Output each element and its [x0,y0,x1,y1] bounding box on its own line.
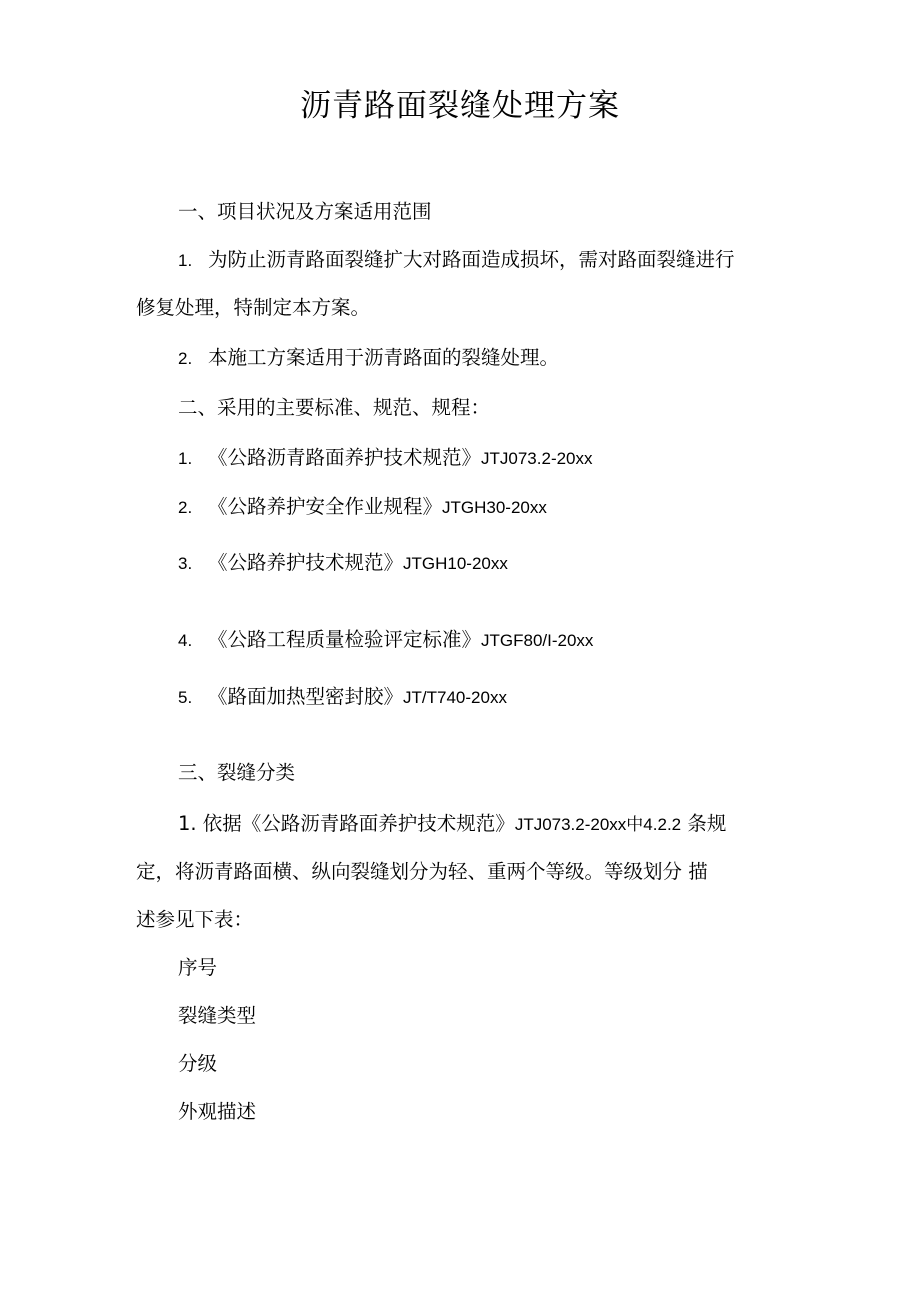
section1-heading: 一、项目状况及方案适用范围 [178,200,432,223]
paragraph-text: 条规 [681,812,727,835]
document-title: 沥青路面裂缝处理方案 [300,88,620,124]
item-text: 本施工方案适用于沥青路面的裂缝处理。 [208,346,560,369]
section2-heading: 二、采用的主要标准、规范、规程： [178,396,491,419]
standard-item [178,493,547,522]
standard-number: 4. [178,631,193,650]
table-header-index: 序号 [178,956,218,979]
section3-paragraph-line1 [178,810,726,839]
standard-item [178,444,593,473]
standard-name: 《公路沥青路面养护技术规范》 [208,446,482,469]
standard-number: 2. [178,498,193,517]
standard-name: 《路面加热型密封胶》 [208,685,404,708]
standard-code: JTGF80/I-20xx [481,631,594,650]
table-header-grade: 分级 [178,1052,218,1075]
section1-item1-line1 [178,246,735,275]
table-header-crack-type: 裂缝类型 [178,1004,257,1027]
paragraph-text: 1. 依据《公路沥青路面养护技术规范》 [178,812,515,835]
standard-name: 《公路养护技术规范》 [208,551,404,574]
section3-paragraph-line2: 定，将沥青路面横、纵向裂缝划分为轻、重两个等级。等级划分 描 [136,860,708,883]
standard-name: 《公路工程质量检验评定标准》 [208,628,482,651]
standard-item [178,549,508,578]
standard-name: 《公路养护安全作业规程》 [208,495,443,518]
section1-item1-line2: 修复处理，特制定本方案。 [136,296,371,319]
standard-number: 3. [178,554,193,573]
standard-code: JT/T740-20xx [403,688,507,707]
standard-code: JTJ073.2-20xx [481,449,593,468]
table-header-description: 外观描述 [178,1100,257,1123]
section1-item2 [178,344,559,373]
standard-item [178,683,507,712]
item-text: 为防止沥青路面裂缝扩大对路面造成损坏，需对路面裂缝进行 [208,248,735,271]
item-number: 1. [178,251,193,270]
standard-number: 5. [178,688,193,707]
item-number: 2. [178,349,193,368]
section3-heading: 三、裂缝分类 [178,761,296,784]
standard-code: JTGH10-20xx [403,554,508,573]
standard-number: 1. [178,449,193,468]
paragraph-code: JTJ073.2-20xx中4.2.2 [514,815,682,834]
standard-code: JTGH30-20xx [442,498,547,517]
section3-paragraph-line3: 述参见下表： [136,908,254,931]
standard-item [178,626,593,655]
